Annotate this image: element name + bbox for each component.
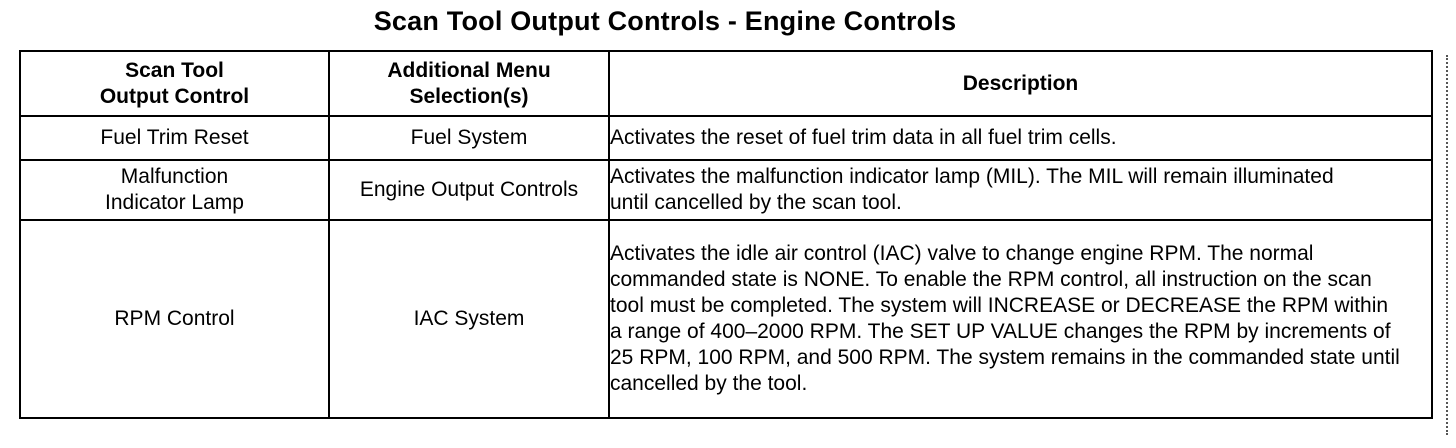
scan-edge-marks [1446,55,1450,435]
header-row [20,51,1432,116]
header-description-label: Description [962,71,1079,95]
page-title: Scan Tool Output Controls - Engine Controls [373,6,957,36]
cell-description [609,220,1432,418]
table-body [20,116,1432,418]
cell-description: Activates the reset of fuel trim data in all fuel trim cells. [609,116,1432,160]
cell-menu-selection: Fuel System [329,116,609,160]
header-output-control [20,51,329,116]
cell-output-control: Fuel Trim Reset [20,116,329,160]
cell-output-control-text: Malfunction Indicator Lamp [105,165,244,214]
table-row [20,160,1432,220]
cell-description [609,160,1432,220]
cell-output-control [20,160,329,220]
output-controls-table [19,50,1433,419]
cell-description-text: Activates the idle air control (IAC) valve to change engine RPM. The normal commanded state is NONE. To enable the RPM control, all instruction on the scan tool must be completed. The system will INCREASE or DECREASE the RPM within a range of 400–2000 RPM. The SET UP VALUE changes the RPM by increments of 25 RPM, 100 RPM, and 500 RPM. The system remains in the commanded state until cancelled by the tool. [610,242,1400,395]
header-output-control-label: Scan Tool Output Control [99,58,250,108]
table-header [20,51,1432,116]
cell-menu-selection: Engine Output Controls [329,160,609,220]
header-description [609,51,1432,116]
header-menu-selection-label: Additional Menu Selection(s) [387,58,551,108]
cell-description-text: Activates the malfunction indicator lamp (MIL). The MIL will remain illuminated until cancelled by the scan tool. [610,165,1334,214]
cell-output-control: RPM Control [20,220,329,418]
cell-menu-selection: IAC System [329,220,609,418]
header-menu-selection [329,51,609,116]
table-row [20,116,1432,160]
table-row [20,220,1432,418]
